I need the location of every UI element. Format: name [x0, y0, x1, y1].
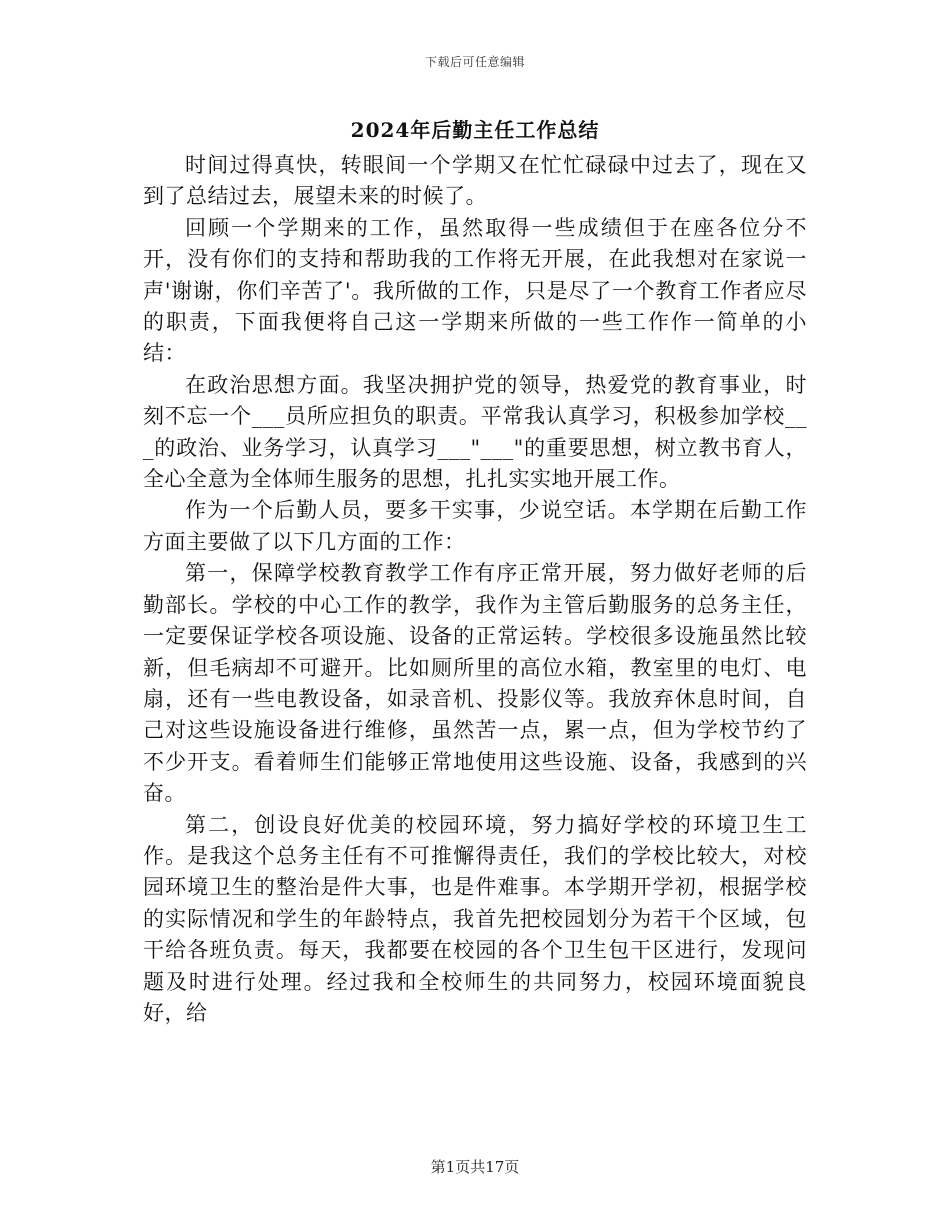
paragraph: 第二，创设良好优美的校园环境，努力搞好学校的环境卫生工作。是我这个总务主任有不可推懈得责任，我们的学校比较大，对校园环境卫生的整治是件大事，也是件难事。本学期开学初，根据学校的实际情况和学生的年龄特点，我首先把校园划分为若干个区域，包干给各班负责。每天，我都要在校园的各个卫生包干区进行，发现问题及时进行处理。经过我和全校师生的共同努力，校园环境面貌良好，给	[143, 812, 807, 1025]
paragraph: 第一，保障学校教育教学工作有序正常开展，努力做好老师的后勤部长。学校的中心工作的教学，我作为主管后勤服务的总务主任，一定要保证学校各项设施、设备的正常运转。学校很多设施虽然比较新，但毛病却不可避开。比如厕所里的高位水箱，教室里的电灯、电扇，还有一些电教设备，如录音机、投影仪等。我放弃休息时间，自己对这些设施设备进行维修，虽然苦一点，累一点，但为学校节约了不少开支。看着师生们能够正常地使用这些设施、设备，我感到的兴奋。	[143, 561, 807, 806]
paragraph: 回顾一个学期来的工作，虽然取得一些成绩但于在座各位分不开，没有你们的支持和帮助我的工作将无开展，在此我想对在家说一声'谢谢，你们辛苦了'。我所做的工作，只是尽了一个教育工作者应尽的职责，下面我便将自己这一学期来所做的一些工作作一简单的小结：	[143, 215, 807, 366]
paragraph: 在政治思想方面。我坚决拥护党的领导，热爱党的教育事业，时刻不忘一个___员所应担负的职责。平常我认真学习，积极参加学校___的政治、业务学习，认真学习___"___"的重要思想，树立教书育人，全心全意为全体师生服务的思想，扎扎实实地开展工作。	[143, 372, 807, 492]
paragraph: 时间过得真快，转眼间一个学期又在忙忙碌碌中过去了，现在又到了总结过去，展望未来的时候了。	[143, 153, 807, 209]
page-footer: 第1页共17页	[430, 1158, 520, 1176]
header-note: 下载后可任意编辑	[424, 55, 525, 69]
paragraph: 作为一个后勤人员，要多干实事，少说空话。本学期在后勤工作方面主要做了以下几方面的工作：	[143, 498, 807, 554]
document-body	[143, 150, 807, 1029]
document-title: 2024年后勤主任工作总结	[350, 118, 600, 142]
